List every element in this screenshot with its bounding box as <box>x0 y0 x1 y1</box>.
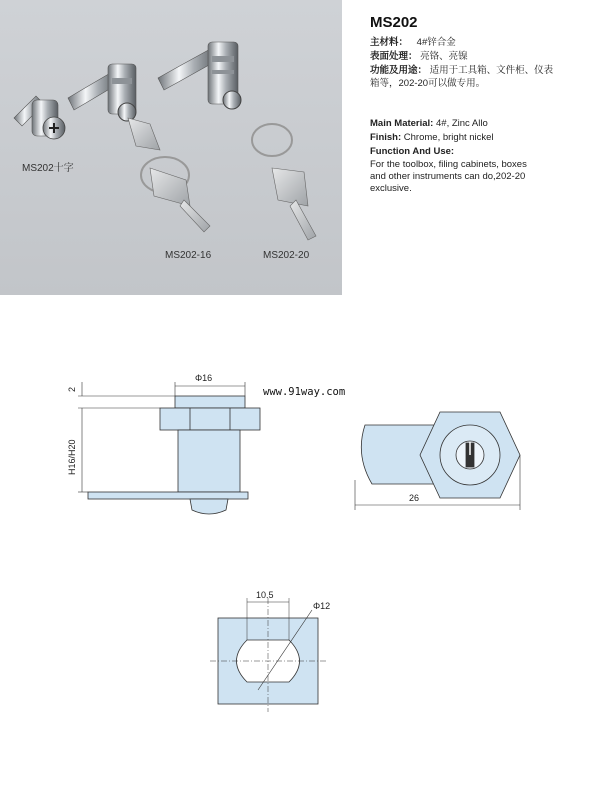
function-label-text: Function And Use: <box>370 146 455 157</box>
spec-panel <box>348 0 600 295</box>
dim-2: 2 <box>67 386 77 392</box>
panel-cutout-view <box>210 598 326 712</box>
dim-26: 26 <box>409 493 420 503</box>
side-view-tail <box>190 499 228 514</box>
ms202-cross-lock <box>14 96 65 139</box>
side-view-body <box>178 430 240 492</box>
finish-label: Finish: <box>370 132 402 143</box>
function-label <box>370 146 454 157</box>
side-view-cam <box>88 492 248 499</box>
watermark-url: www.91way.com <box>263 386 346 398</box>
ms202-20-lock <box>158 42 316 240</box>
caption-ms202-20: MS202-20 <box>263 250 310 261</box>
material-value: 4#, Zinc Allo <box>436 118 488 129</box>
side-view <box>88 396 260 514</box>
model-title: MS202 <box>370 14 418 31</box>
front-view <box>361 412 520 498</box>
dim-phi16: Φ16 <box>195 373 213 383</box>
finish-value: Chrome, bright nickel <box>403 132 494 143</box>
side-view-flange <box>175 396 245 408</box>
cn-finish-label: 表面处理： <box>370 51 418 62</box>
cn-function-label: 功能及用途： <box>370 65 428 76</box>
cn-material-value: 4#锌合金 <box>416 37 456 48</box>
function-value-3: exclusive. <box>370 183 412 194</box>
function-value-1: For the toolbox, filing cabinets, boxes <box>370 159 527 170</box>
finish-row <box>370 132 494 143</box>
cn-function-value-1: 适用于工具箱、文件柜、仪表 <box>429 65 554 76</box>
dim-10-5: 10.5 <box>256 590 274 600</box>
product-photo <box>0 0 342 295</box>
side-view-hex-nut <box>160 408 260 430</box>
cn-material-label: 主材料： <box>370 37 409 48</box>
caption-ms202-cross: MS202十字 <box>22 163 74 174</box>
material-row <box>370 118 488 129</box>
material-label: Main Material: <box>370 118 434 129</box>
dim-h16-h20: H16/H20 <box>67 439 77 475</box>
cn-finish-value: 亮铬、亮镍 <box>420 51 468 62</box>
dim-phi12: Φ12 <box>313 601 331 611</box>
cn-function-value-2: 箱等，202-20可以做专用。 <box>370 78 486 89</box>
function-value-2: and other instruments can do,202-20 <box>370 171 526 182</box>
cn-finish-row <box>370 48 468 62</box>
cn-function-row <box>370 62 553 76</box>
cn-material-row <box>370 34 456 48</box>
technical-drawing <box>0 300 600 780</box>
caption-ms202-16: MS202-16 <box>165 250 212 261</box>
ms202-16-lock <box>68 64 210 232</box>
